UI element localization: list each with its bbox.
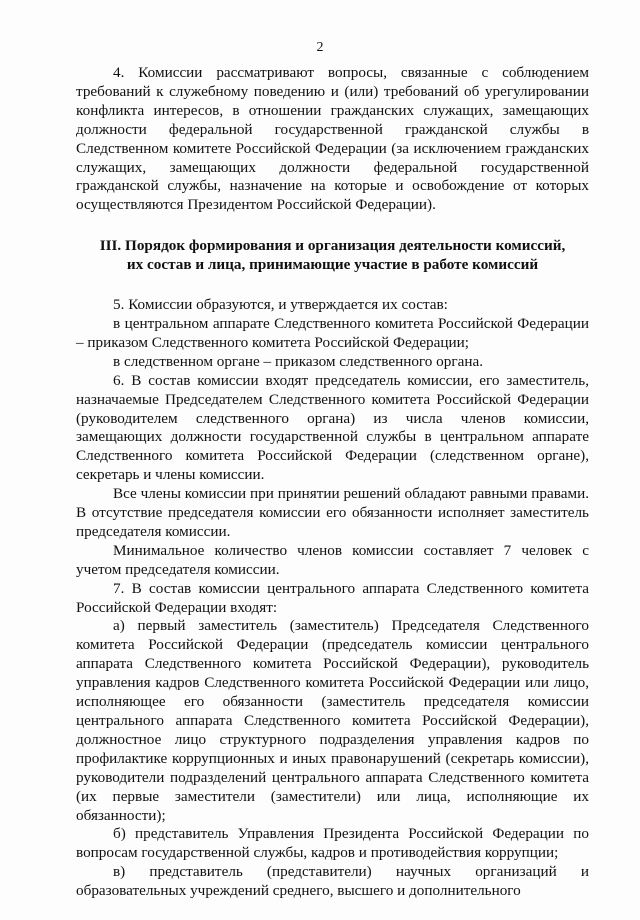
paragraph-7: 7. В состав комиссии центрального аппарата Следственного комитета Российской Федерации входят: xyxy=(76,579,589,616)
paragraph-5-central: в центральном аппарате Следственного комитета Российской Федерации – приказом Следственного комитета Российской Федерации; xyxy=(76,314,589,351)
section-heading xyxy=(76,237,589,275)
document-body xyxy=(76,64,589,901)
paragraph-6-minimum-members: Минимальное количество членов комиссии составляет 7 человек с учетом председателя комиссии. xyxy=(76,541,589,578)
paragraph-6-equal-rights: Все члены комиссии при принятии решений обладают равными правами. В отсутствие председателя комиссии его обязанности исполняет заместитель председателя комиссии. xyxy=(76,485,589,540)
section-heading-line-2: их состав и лица, принимающие участие в работе комиссий xyxy=(126,256,539,274)
paragraph-7-a: а) первый заместитель (заместитель) Председателя Следственного комитета Российской Федерации (председатель комиссии центрального аппарата Следственного комитета Российской Федерации), руководитель управления кадров Следственного комитета Российской Федерации или лицо, исполняющее его обязанности (заместитель председателя комиссии центрального аппарата Следственного комитета Российской Федерации), должностное лицо структурного подразделения управления кадров по профилактике коррупционных и иных правонарушений (секретарь комиссии), руководители подразделений центрального аппарата Следственного комитета (их первые заместители (заместители) или лица, исполняющие их обязанности); xyxy=(76,617,589,824)
paragraph-6: 6. В состав комиссии входят председатель комиссии, его заместитель, назначаемые Председателем Следственного комитета Российской Федерации (руководителем следственного органа) из числа членов комиссии, замещающих должности государственной службы в центральном аппарате Следственного комитета Российской Федерации (следственном органе), секретарь и члены комиссии. xyxy=(76,371,589,484)
paragraph-4: 4. Комиссии рассматривают вопросы, связанные с соблюдением требований к служебному поведению и (или) требований об урегулировании конфликта интересов, в отношении гражданских служащих, замещающих должности федеральной государственной гражданской службы в Следственном комитете Российской Федерации (за исключением гражданских служащих, замещающих должности федеральной государственной гражданской службы, назначение на которые и освобождение от которых осуществляются Президентом Российской Федерации). xyxy=(76,64,589,214)
paragraph-7-b: б) представитель Управления Президента Российской Федерации по вопросам государственной службы, кадров и противодействия коррупции; xyxy=(76,825,589,862)
paragraph-5: 5. Комиссии образуются, и утверждается их состав: xyxy=(113,296,448,314)
paragraph-7-c: в) представитель (представители) научных организаций и образовательных учреждений среднего, высшего и дополнительного xyxy=(76,863,589,900)
section-heading-line-1: III. Порядок формирования и организация деятельности комиссий, xyxy=(99,237,566,255)
paragraph-5-investigative: в следственном органе – приказом следственного органа. xyxy=(113,352,484,370)
page-number: 2 xyxy=(316,40,324,55)
